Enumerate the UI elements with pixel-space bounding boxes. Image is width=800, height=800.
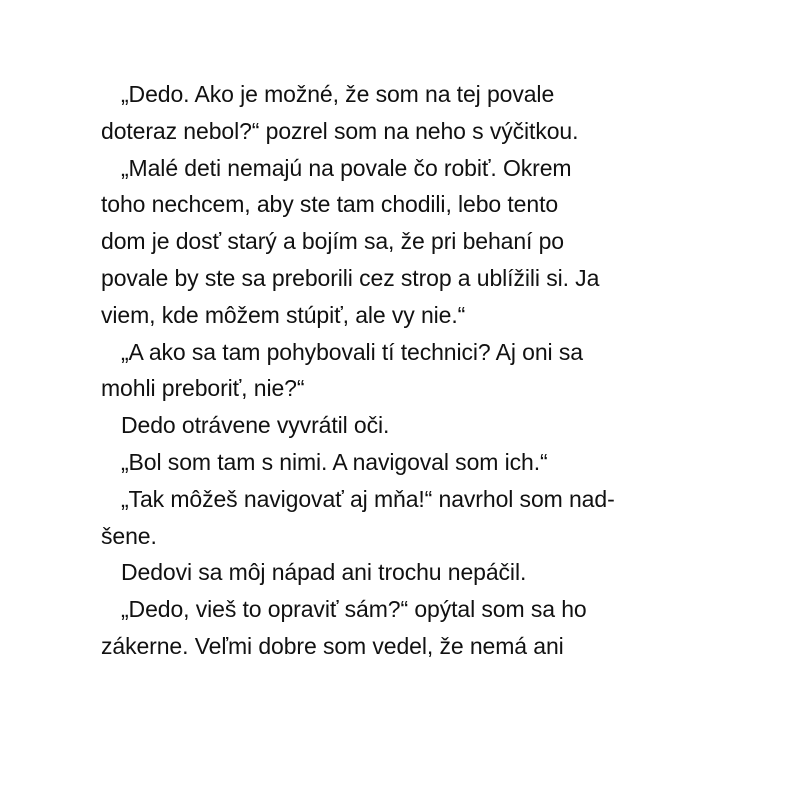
text-line: Dedovi sa môj nápad ani trochu nepáčil. <box>121 559 527 586</box>
text-line: doteraz nebol?“ pozrel som na neho s výčitkou. <box>101 117 579 144</box>
text-line: „A ako sa tam pohybovali tí technici? Aj oni sa <box>121 338 583 365</box>
text-line: „Tak môžeš navigovať aj mňa!“ navrhol som nad- <box>121 485 615 512</box>
text-line: povale by ste sa preborili cez strop a ublížili si. Ja <box>101 264 600 291</box>
text-line: šene. <box>101 522 157 549</box>
text-line: „Bol som tam s nimi. A navigoval som ich.“ <box>121 448 548 475</box>
text-line: Dedo otrávene vyvrátil oči. <box>121 412 390 439</box>
text-line: dom je dosť starý a bojím sa, že pri behaní po <box>101 228 564 255</box>
text-line: zákerne. Veľmi dobre som vedel, že nemá ani <box>101 632 564 659</box>
text-line: toho nechcem, aby ste tam chodili, lebo tento <box>101 191 559 218</box>
body-text <box>101 76 721 665</box>
text-line: viem, kde môžem stúpiť, ale vy nie.“ <box>101 301 466 328</box>
text-line: „Dedo, vieš to opraviť sám?“ opýtal som sa ho <box>121 596 587 623</box>
text-line: „Malé deti nemajú na povale čo robiť. Okrem <box>121 154 572 181</box>
text-line: „Dedo. Ako je možné, že som na tej povale <box>121 81 555 107</box>
text-line: mohli preboriť, nie?“ <box>101 375 305 402</box>
